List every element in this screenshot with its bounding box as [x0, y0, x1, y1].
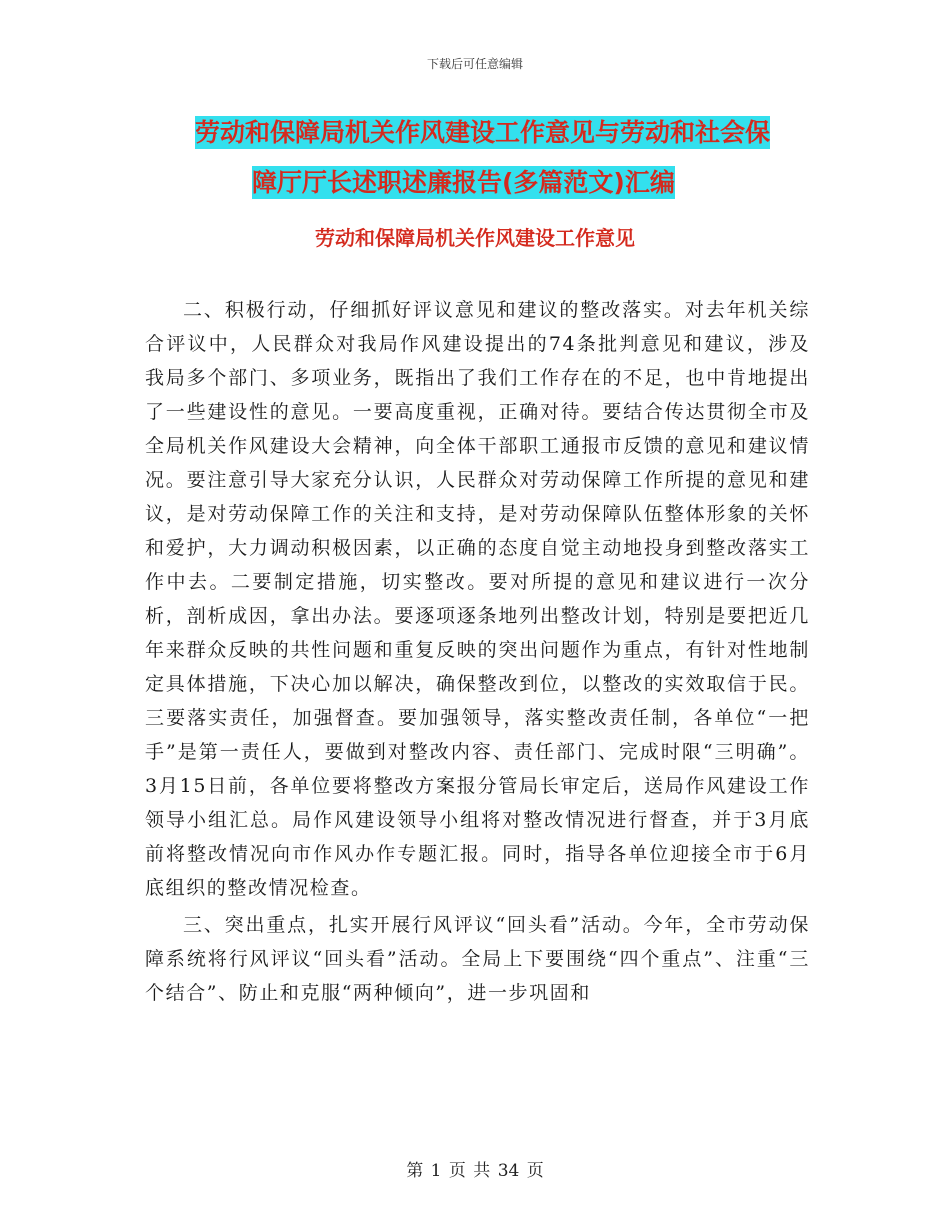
- page-number-footer: 第 1 页 共 34 页: [406, 1161, 544, 1181]
- paragraph: 三、突出重点，扎实开展行风评议“回头看”活动。今年，全市劳动保障系统将行风评议“回头看”活动。全局上下要围绕“四个重点”、注重“三个结合”、防止和克服“两种倾向”，进一步巩固和: [145, 914, 810, 1004]
- section-title: 劳动和保障局机关作风建设工作意见: [315, 226, 635, 250]
- document-title-line-2: [145, 158, 825, 208]
- header-note: 下载后可任意编辑: [426, 57, 523, 71]
- title-highlight-1: 劳动和保障局机关作风建设工作意见与劳动和社会保: [195, 118, 771, 147]
- document-title-line-1: [145, 108, 825, 158]
- document-title: [145, 108, 825, 208]
- paragraph: 二、积极行动，仔细抓好评议意见和建议的整改落实。对去年机关综合评议中，人民群众对我局作风建设提出的74条批判意见和建议，涉及我局多个部门、多项业务，既指出了我们工作存在的不足，也中肯地提出了一些建设性的意见。一要高度重视，正确对待。要结合传达贯彻全市及全局机关作风建设大会精神，向全体干部职工通报市反馈的意见和建议情况。要注意引导大家充分认识，人民群众对劳动保障工作所提的意见和建议，是对劳动保障工作的关注和支持，是对劳动保障队伍整体形象的关怀和爱护，大力调动积极因素，以正确的态度自觉主动地投身到整改落实工作中去。二要制定措施，切实整改。要对所提的意见和建议进行一次分析，剖析成因，拿出办法。要逐项逐条地列出整改计划，特别是要把近几年来群众反映的共性问题和重复反映的突出问题作为重点，有针对性地制定具体措施，下决心加以解决，确保整改到位，以整改的实效取信于民。三要落实责任，加强督查。要加强领导，落实整改责任制，各单位“一把手”是第一责任人，要做到对整改内容、责任部门、完成时限“三明确”。3月15日前，各单位要将整改方案报分管局长审定后，送局作风建设工作领导小组汇总。局作风建设领导小组将对整改情况进行督查，并于3月底前将整改情况向市作风办作专题汇报。同时，指导各单位迎接全市于6月底组织的整改情况检查。: [145, 299, 810, 899]
- body-text: [145, 293, 810, 1013]
- title-highlight-2: 障厅厅长述职述廉报告(多篇范文)汇编: [252, 168, 675, 197]
